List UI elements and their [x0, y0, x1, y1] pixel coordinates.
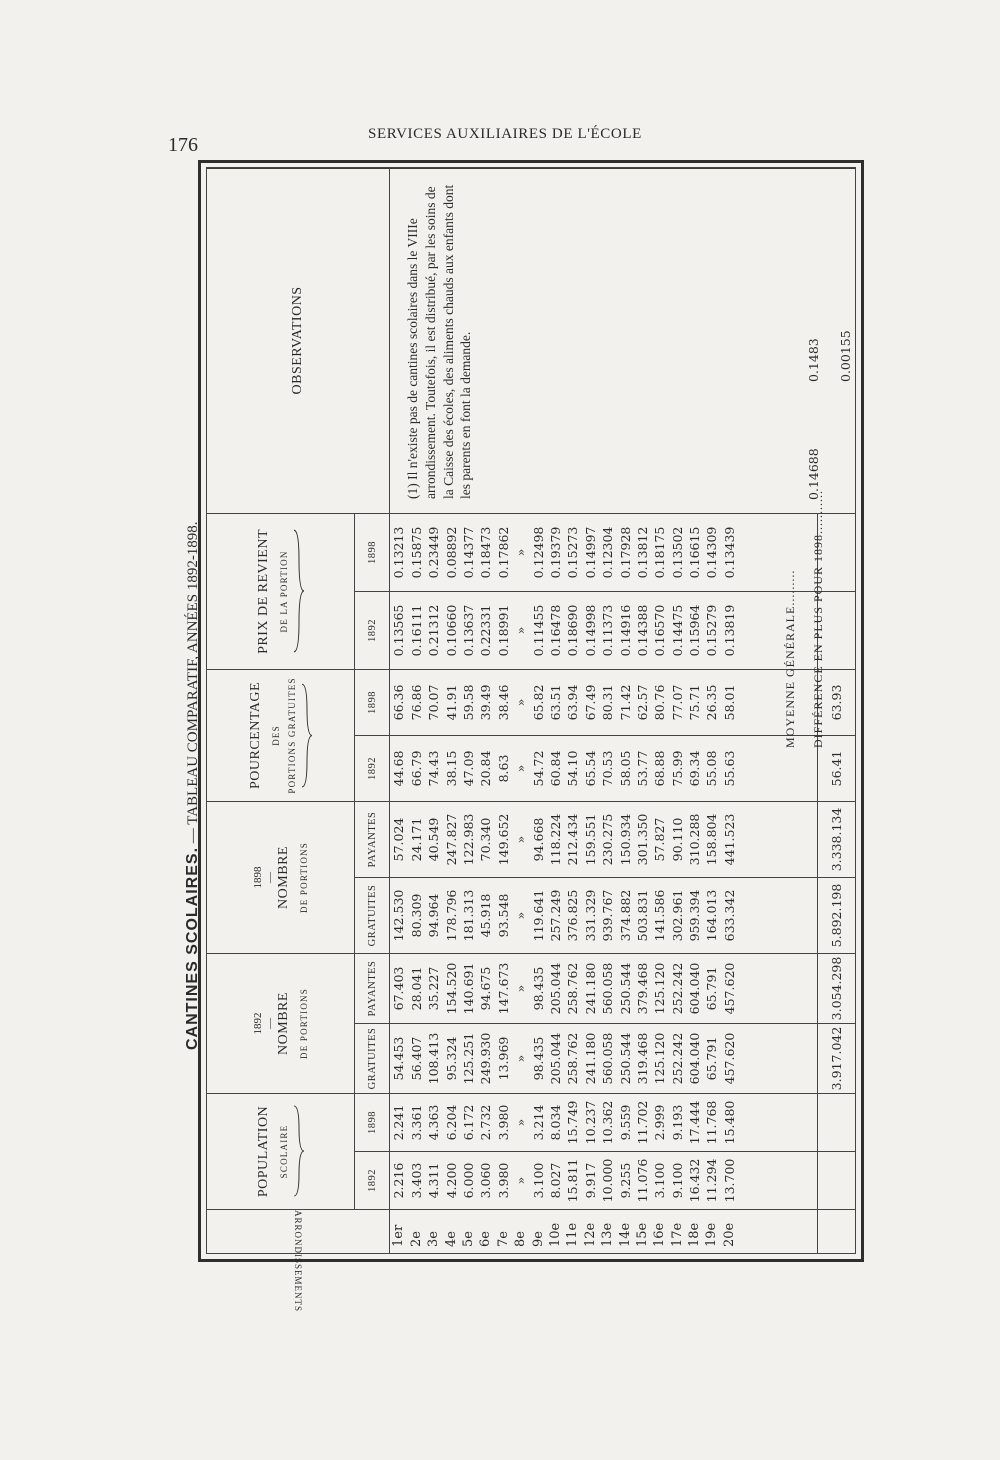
- grat-1898-col-header: GRATUITES: [354, 877, 390, 953]
- pay-1892-cell: 252.242: [669, 962, 685, 1015]
- total-blank: [818, 1210, 856, 1254]
- prix-1898-cell: 0.15273: [565, 526, 581, 579]
- pct-1892-cell: 68.88: [652, 750, 668, 787]
- prix-1898-cell: 0.14997: [582, 526, 598, 579]
- arrondissements-cell: 20e: [721, 1222, 737, 1247]
- grat-1898-cell: 633.342: [721, 889, 737, 942]
- difference-label: DIFFÉRENCE EN PLUS POUR 1898...........: [811, 489, 825, 748]
- pay-1892-cell: 98.435: [530, 966, 546, 1011]
- pay-1892-cell: 457.620: [721, 962, 737, 1015]
- pct-1892-cell: 70.53: [600, 750, 616, 787]
- pct-1892-cell: 8.63: [495, 754, 511, 783]
- pop-1898-cell: 3.361: [408, 1104, 424, 1141]
- pct-1892-cell: 44.68: [391, 750, 407, 787]
- pay-1898-cell: 118.224: [547, 813, 563, 866]
- de-portions-subtitle: DE PORTIONS: [298, 842, 309, 913]
- pay-1898-cell: 230.275: [600, 813, 616, 866]
- arrondissements-cell: 10e: [547, 1222, 563, 1247]
- grat-1892-cell: 125.120: [652, 1032, 668, 1085]
- grat-1892-cell: 54.453: [391, 1036, 407, 1081]
- pct-1898-cell: 41.91: [443, 684, 459, 721]
- pay-1892-cell: 140.691: [461, 962, 476, 1015]
- pay-1892-cell: 604.040: [687, 962, 703, 1015]
- total-grat-1892: 3.917.042: [818, 1024, 856, 1094]
- col-pct-1892: [390, 735, 818, 801]
- des-subtitle: DES: [270, 725, 281, 746]
- pay-1898-cell: 158.804: [704, 813, 720, 866]
- arrondissements-cell: 2e: [408, 1231, 424, 1247]
- brace-icon: [293, 529, 305, 653]
- pct-1898-cell: 59.58: [461, 684, 476, 721]
- pop-1898-cell: 3.214: [530, 1104, 546, 1141]
- prix-1898-cell: »: [513, 548, 529, 557]
- prix-1898-cell: 0.12304: [600, 526, 616, 579]
- pay-1898-cell: 310.288: [687, 813, 703, 866]
- total-pct-1892: 56.41: [818, 735, 856, 801]
- pop-1898-cell: 2.241: [391, 1104, 407, 1141]
- col-grat-1898: [390, 877, 818, 953]
- col-prix-1892: [390, 591, 818, 669]
- pct-1892-cell: 60.84: [547, 750, 563, 787]
- pay-1892-cell: 379.468: [634, 962, 650, 1015]
- prix-1892-cell: 0.16111: [408, 604, 424, 657]
- pct-1898-cell: 63.51: [547, 684, 563, 721]
- pop-1898-cell: 3.980: [495, 1104, 511, 1141]
- col-pay-1892: [390, 953, 818, 1023]
- arrondissements-cell: 8e: [513, 1231, 529, 1247]
- observations-title: OBSERVATIONS: [289, 286, 305, 395]
- dash-label: —: [264, 1018, 277, 1029]
- pop-1892-cell: 13.700: [721, 1158, 737, 1203]
- pay-1898-cell: 24.171: [408, 817, 424, 862]
- grat-1892-cell: 95.324: [443, 1036, 459, 1081]
- grat-1898-cell: 142.530: [391, 889, 407, 942]
- arrondissements-cell: 15e: [634, 1222, 650, 1247]
- prix-1898-cell: 0.17862: [495, 526, 511, 579]
- grat-1892-cell: 98.435: [530, 1036, 546, 1081]
- arrondissements-cell: 14e: [617, 1222, 633, 1247]
- grat-1898-cell: 141.586: [652, 889, 668, 942]
- grat-1892-cell: »: [513, 1054, 529, 1063]
- pct-1892-cell: 55.63: [721, 750, 737, 787]
- pay-1892-cell: 67.403: [391, 966, 407, 1011]
- pct-1892-cell: 65.54: [582, 750, 598, 787]
- pay-1898-cell: 149.652: [495, 813, 511, 866]
- pay-1892-cell: 205.044: [547, 962, 563, 1015]
- grat-1898-cell: 181.313: [461, 889, 476, 942]
- comparison-table: [206, 167, 856, 1313]
- pop-1892-cell: »: [513, 1176, 529, 1185]
- pay-1898-cell: 57.024: [391, 817, 407, 862]
- pop-1892-cell: 3.060: [478, 1162, 494, 1199]
- prix-1892-cell: 0.13637: [461, 604, 476, 657]
- arrondissements-cell: 18e: [687, 1222, 703, 1247]
- pay-1898-cell: 301.350: [634, 813, 650, 866]
- pay-1898-cell: 122.983: [461, 813, 476, 866]
- arrondissements-cell: 3e: [426, 1231, 442, 1247]
- prix-1892-cell: 0.11455: [530, 604, 546, 657]
- pct-1898-cell: 80.31: [600, 684, 616, 721]
- grat-1898-cell: 94.964: [426, 893, 442, 938]
- observations-header: [207, 167, 390, 513]
- pop-1892-cell: 11.294: [704, 1158, 720, 1203]
- prix-1898-cell: 0.12498: [530, 526, 546, 579]
- pop-1892-cell: 9.255: [617, 1162, 633, 1199]
- pop-1898-cell: »: [513, 1118, 529, 1127]
- grat-1898-cell: 503.831: [634, 889, 650, 942]
- nombre-title: NOMBRE: [276, 846, 292, 909]
- grat-1892-cell: 319.468: [634, 1032, 650, 1085]
- pay-1898-cell: 57.827: [652, 817, 668, 862]
- prix-1898-cell: 0.15875: [408, 526, 424, 579]
- grat-1898-cell: 959.394: [687, 889, 703, 942]
- arrondissements-cell: 16e: [652, 1222, 668, 1247]
- grat-1898-cell: 45.918: [478, 893, 494, 938]
- pct-1892-col-header: 1892: [354, 735, 390, 801]
- arrondissements-header-cell: [207, 1210, 390, 1313]
- pay-1892-cell: 154.520: [443, 962, 459, 1015]
- pay-1892-cell: 241.180: [582, 962, 598, 1015]
- grat-1892-cell: 65.791: [704, 1036, 720, 1081]
- prix-1892-cell: 0.18690: [565, 604, 581, 657]
- pct-1898-cell: 58.01: [721, 684, 737, 721]
- prix-1898-cell: 0.14309: [704, 526, 720, 579]
- pay-1898-cell: 212.434: [565, 813, 581, 866]
- grat-1898-cell: 376.825: [565, 889, 581, 942]
- col-arrondissements: [390, 1210, 818, 1254]
- pay-1898-cell: 90.110: [669, 817, 685, 862]
- prix-1892-cell: 0.15964: [687, 604, 703, 657]
- pop-1892-cell: 4.311: [426, 1162, 442, 1199]
- prix-title: PRIX DE REVIENT: [256, 528, 272, 654]
- pct-1892-cell: 20.84: [478, 750, 494, 787]
- grat-1898-cell: »: [513, 911, 529, 920]
- prix-1892-cell: 0.18991: [495, 604, 511, 657]
- pop-1892-cell: 16.432: [687, 1158, 703, 1203]
- prix-1892-col-header: 1892: [354, 591, 390, 669]
- pct-1892-cell: 75.99: [669, 750, 685, 787]
- pct-1892-cell: »: [513, 764, 529, 773]
- grat-1892-cell: 205.044: [547, 1032, 563, 1085]
- col-pop-1898: [390, 1094, 818, 1152]
- running-header: SERVICES AUXILIAIRES DE L'ÉCOLE: [368, 126, 642, 142]
- pay-1898-cell: 159.551: [582, 813, 598, 866]
- arrondissements-cell: 9e: [530, 1231, 546, 1247]
- year-1892-label: 1892: [252, 1012, 265, 1035]
- pop-1898-cell: 8.034: [547, 1104, 563, 1141]
- pop-1898-cell: 2.732: [478, 1104, 494, 1141]
- pct-1898-cell: 75.71: [687, 684, 703, 721]
- grat-1898-cell: 80.309: [408, 893, 424, 938]
- grat-1898-cell: 119.641: [530, 889, 546, 942]
- pop-1892-cell: 11.076: [634, 1158, 650, 1203]
- prix-1892-cell: 0.14475: [669, 604, 685, 657]
- pct-1898-cell: 65.82: [530, 684, 546, 721]
- pop-1898-cell: 4.363: [426, 1104, 442, 1141]
- pop-1898-cell: 11.768: [704, 1100, 720, 1145]
- pay-1892-cell: 125.120: [652, 962, 668, 1015]
- grat-1892-cell: 250.544: [617, 1032, 633, 1085]
- population-header: [207, 1094, 355, 1210]
- grat-1892-cell: 241.180: [582, 1032, 598, 1085]
- col-pay-1898: [390, 801, 818, 877]
- col-pct-1898: [390, 669, 818, 735]
- pop-1892-cell: 10.000: [600, 1158, 616, 1203]
- arrondissements-cell: 1er: [391, 1224, 407, 1247]
- pay-1892-cell: 35.227: [426, 966, 442, 1011]
- pop-1892-cell: 3.980: [495, 1162, 511, 1199]
- arrondissements-cell: 5e: [461, 1231, 476, 1247]
- arrondissements-header: ARRONDISSEMENTS: [293, 1210, 304, 1313]
- pct-1898-cell: 63.94: [565, 684, 581, 721]
- brace-icon: [293, 1106, 305, 1198]
- pct-1898-cell: 77.07: [669, 684, 685, 721]
- pop-1898-cell: 9.193: [669, 1104, 685, 1141]
- prix-1892-cell: 0.10660: [443, 604, 459, 657]
- pop-1892-cell: 3.403: [408, 1162, 424, 1199]
- grat-1892-cell: 13.969: [495, 1036, 511, 1081]
- grat-1892-cell: 604.040: [687, 1032, 703, 1085]
- pct-1892-cell: 54.72: [530, 750, 546, 787]
- pop-1892-cell: 9.100: [669, 1162, 685, 1199]
- arrondissements-cell: 4e: [443, 1231, 459, 1247]
- grat-1892-cell: 125.251: [461, 1032, 476, 1085]
- prix-1892-cell: 0.14998: [582, 604, 598, 657]
- pay-1892-cell: 560.058: [600, 962, 616, 1015]
- pay-1898-cell: 94.668: [530, 817, 546, 862]
- prix-1898-cell: 0.18473: [478, 526, 494, 579]
- pct-1898-cell: 66.36: [391, 684, 407, 721]
- arrondissements-cell: 6e: [478, 1231, 494, 1247]
- pay-1892-cell: 94.675: [478, 966, 494, 1011]
- portions-gratuites-subtitle: PORTIONS GRATUITES: [286, 677, 297, 794]
- pourcentage-title: POURCENTAGE: [248, 681, 264, 789]
- pop-1898-col-header: 1898: [354, 1094, 390, 1152]
- total-pay-1898: 3.338.134: [818, 801, 856, 877]
- pct-1892-cell: 53.77: [634, 750, 650, 787]
- pop-1898-cell: 15.749: [565, 1100, 581, 1145]
- total-pct-1898: 63.93: [818, 669, 856, 735]
- prix-1892-cell: »: [513, 626, 529, 635]
- pct-1898-cell: 76.86: [408, 684, 424, 721]
- page-number: 176: [168, 134, 198, 156]
- pop-1898-cell: 11.702: [634, 1100, 650, 1145]
- prix-1892-cell: 0.14388: [634, 604, 650, 657]
- pay-1898-cell: 150.934: [617, 813, 633, 866]
- population-subtitle: SCOLAIRE: [278, 1124, 289, 1179]
- col-prix-1898: [390, 513, 818, 591]
- pct-1898-cell: 38.46: [495, 684, 511, 721]
- nombre-1898-header: [207, 801, 355, 953]
- pct-1898-cell: 80.76: [652, 684, 668, 721]
- arrondissements-cell: 7e: [495, 1231, 511, 1247]
- arrondissements-cell: 17e: [669, 1222, 685, 1247]
- pct-1892-cell: 58.05: [617, 750, 633, 787]
- pop-1898-cell: 2.999: [652, 1104, 668, 1141]
- prix-1898-cell: 0.18175: [652, 526, 668, 579]
- pay-1898-cell: 247.827: [443, 813, 459, 866]
- prix-1892-cell: 0.22331: [478, 604, 494, 657]
- prix-1892-cell: 0.11373: [600, 604, 616, 657]
- prix-header: [207, 513, 355, 669]
- nombre-title: NOMBRE: [276, 992, 292, 1055]
- pop-1892-cell: 8.027: [547, 1162, 563, 1199]
- moyenne-1892-value: 0.14688: [806, 448, 821, 500]
- pay-1892-cell: 28.041: [408, 966, 424, 1011]
- pay-1892-cell: 147.673: [495, 962, 511, 1015]
- pop-1892-cell: 4.200: [443, 1162, 459, 1199]
- grat-1898-cell: 257.249: [547, 889, 563, 942]
- grat-1892-cell: 56.407: [408, 1036, 424, 1081]
- prix-1892-cell: 0.13819: [721, 604, 737, 657]
- arrondissements-cell: 19e: [704, 1222, 720, 1247]
- pct-1892-cell: 55.08: [704, 750, 720, 787]
- pct-1898-cell: 70.07: [426, 684, 442, 721]
- de-la-portion-subtitle: DE LA PORTION: [278, 550, 289, 633]
- pct-1892-cell: 47.09: [461, 750, 476, 787]
- pct-1898-cell: 26.35: [704, 684, 720, 721]
- prix-1892-cell: 0.14916: [617, 604, 633, 657]
- grat-1898-cell: 374.882: [617, 889, 633, 942]
- prix-1892-cell: 0.21312: [426, 604, 442, 657]
- prix-1898-cell: 0.13812: [634, 526, 650, 579]
- pop-1898-cell: 17.444: [687, 1100, 703, 1145]
- pay-1892-col-header: PAYANTES: [354, 953, 390, 1023]
- grat-1898-cell: 939.767: [600, 889, 616, 942]
- pay-1892-cell: »: [513, 984, 529, 993]
- pct-1892-cell: 69.34: [687, 750, 703, 787]
- prix-1898-cell: 0.08892: [443, 526, 459, 579]
- pct-1898-cell: 62.57: [634, 684, 650, 721]
- prix-1898-col-header: 1898: [354, 513, 390, 591]
- prix-1892-cell: 0.13565: [391, 604, 407, 657]
- arrondissements-cell: 11e: [565, 1222, 581, 1247]
- pct-1892-cell: 74.43: [426, 750, 442, 787]
- prix-1898-cell: 0.13213: [391, 526, 407, 579]
- pop-1898-cell: 6.204: [443, 1104, 459, 1141]
- grat-1892-cell: 249.930: [478, 1032, 494, 1085]
- pay-1892-cell: 258.762: [565, 962, 581, 1015]
- pop-1898-cell: 9.559: [617, 1104, 633, 1141]
- grat-1892-cell: 457.620: [721, 1032, 737, 1085]
- moyenne-generale-label: MOYENNE GÉNÉRALE.........: [783, 569, 797, 748]
- total-blank: [818, 1152, 856, 1210]
- nombre-1892-header: [207, 953, 355, 1093]
- pop-1898-cell: 15.480: [721, 1100, 737, 1145]
- pay-1898-col-header: PAYANTES: [354, 801, 390, 877]
- total-blank: [818, 1094, 856, 1152]
- dash-label: —: [264, 871, 277, 883]
- pct-1892-cell: 54.10: [565, 750, 581, 787]
- difference-value: 0.00155: [838, 330, 853, 382]
- rotated-table-container: [206, 168, 856, 1313]
- pop-1898-cell: 10.362: [600, 1100, 616, 1145]
- grat-1892-cell: 108.413: [426, 1032, 442, 1085]
- pop-1892-cell: 3.100: [530, 1162, 546, 1199]
- grat-1892-col-header: GRATUITES: [354, 1024, 390, 1094]
- pourcentage-header: [207, 669, 355, 801]
- de-portions-subtitle: DE PORTIONS: [298, 988, 309, 1059]
- grat-1898-cell: 331.329: [582, 889, 598, 942]
- prix-1892-cell: 0.16478: [547, 604, 563, 657]
- pct-1898-cell: 67.49: [582, 684, 598, 721]
- pct-1892-cell: 66.79: [408, 750, 424, 787]
- grat-1898-cell: 302.961: [669, 889, 685, 942]
- title-rest: — TABLEAU COMPARATIF, ANNÉES 1892-1898.: [185, 521, 201, 847]
- prix-1892-cell: 0.16570: [652, 604, 668, 657]
- col-grat-1892: [390, 1024, 818, 1094]
- pct-1898-cell: »: [513, 698, 529, 707]
- brace-icon: [301, 683, 313, 788]
- pop-1892-cell: 2.216: [391, 1162, 407, 1199]
- grat-1898-cell: 93.548: [495, 893, 511, 938]
- year-1898-label: 1898: [252, 866, 265, 889]
- pop-1892-cell: 9.917: [582, 1162, 598, 1199]
- pct-1898-cell: 39.49: [478, 684, 494, 721]
- arrondissements-cell: 12e: [582, 1222, 598, 1247]
- prix-1892-cell: 0.15279: [704, 604, 720, 657]
- prix-1898-cell: 0.23449: [426, 526, 442, 579]
- grat-1898-cell: 164.013: [704, 889, 720, 942]
- pop-1892-cell: 15.811: [565, 1158, 581, 1203]
- grat-1892-cell: 252.242: [669, 1032, 685, 1085]
- pop-1892-cell: 3.100: [652, 1162, 668, 1199]
- col-pop-1892: [390, 1152, 818, 1210]
- pay-1892-cell: 65.791: [704, 966, 720, 1011]
- pop-1892-cell: 6.000: [461, 1162, 476, 1199]
- total-grat-1898: 5.892.198: [818, 877, 856, 953]
- grat-1898-cell: 178.796: [443, 889, 459, 942]
- moyenne-1898-value: 0.1483: [806, 338, 821, 382]
- pay-1898-cell: 441.523: [721, 813, 737, 866]
- pay-1898-cell: 40.549: [426, 817, 442, 862]
- observations-cell: (1) Il n'existe pas de cantines scolaires dans le VIIIe arrondissement. Toutefois, il est distribué, par les soins de la Caisse des écoles, des aliments chauds aux enfants dont les parents en font la demande.: [390, 167, 856, 513]
- total-pay-1892: 3.054.298: [818, 953, 856, 1023]
- pct-1892-cell: 38.15: [443, 750, 459, 787]
- pct-1898-cell: 71.42: [617, 684, 633, 721]
- pop-1898-cell: 6.172: [461, 1104, 476, 1141]
- title-bold: CANTINES SCOLAIRES.: [184, 846, 201, 1050]
- pop-1892-col-header: 1892: [354, 1152, 390, 1210]
- pay-1898-cell: 70.340: [478, 817, 494, 862]
- grat-1892-cell: 258.762: [565, 1032, 581, 1085]
- prix-1898-cell: 0.13439: [721, 526, 737, 579]
- prix-1898-cell: 0.16615: [687, 526, 703, 579]
- pct-1898-col-header: 1898: [354, 669, 390, 735]
- prix-1898-cell: 0.19379: [547, 526, 563, 579]
- pop-1898-cell: 10.237: [582, 1100, 598, 1145]
- grat-1892-cell: 560.058: [600, 1032, 616, 1085]
- prix-1898-cell: 0.13502: [669, 526, 685, 579]
- prix-1898-cell: 0.14377: [461, 526, 476, 579]
- pay-1892-cell: 250.544: [617, 962, 633, 1015]
- pay-1898-cell: »: [513, 835, 529, 844]
- prix-1898-cell: 0.17928: [617, 526, 633, 579]
- population-title: POPULATION: [256, 1105, 272, 1198]
- arrondissements-cell: 13e: [600, 1222, 616, 1247]
